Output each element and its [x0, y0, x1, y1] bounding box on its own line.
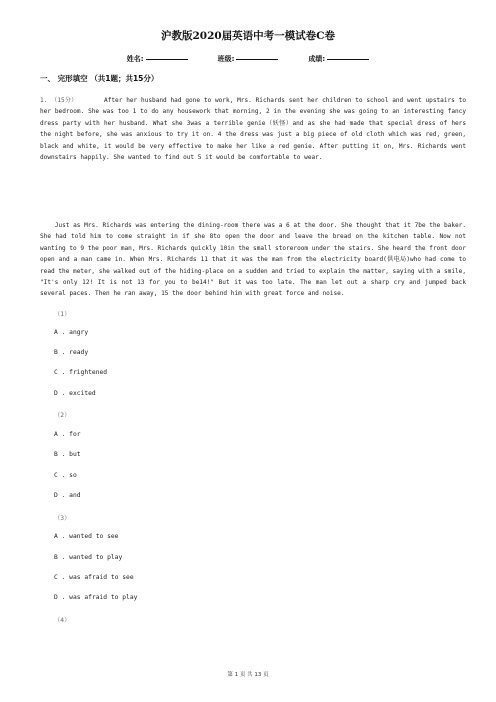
name-field[interactable]	[127, 54, 188, 64]
name-blank[interactable]	[146, 59, 188, 60]
score-blank[interactable]	[327, 59, 369, 60]
option-3d[interactable]: D . was afraid to play	[54, 594, 138, 601]
group-label-1: （1）	[54, 311, 71, 318]
option-3c[interactable]: C . was afraid to see	[54, 574, 134, 581]
score-field[interactable]	[308, 54, 369, 64]
option-3b[interactable]: B . wanted to play	[54, 554, 123, 561]
class-field[interactable]	[218, 54, 279, 64]
class-label: 班级:	[217, 55, 235, 63]
score-label: 成绩:	[308, 55, 326, 63]
option-2b[interactable]: B . but	[54, 451, 81, 458]
question-score: （15分）	[51, 97, 78, 104]
class-blank[interactable]	[236, 59, 278, 60]
group-label-3: （3）	[54, 515, 71, 522]
paragraph-1-text: After her husband had gone to work, Mrs. Richards sent her children to school and went upstairs to her bedroom. She was too 1 to do any housework that morning, 2 in the evening she was going to an interesting fancy dress party with her husband. What she 3was a terrible genie（妖怪）and as she had made that special dress of hers the night before, she was anxious to try it on. 4 the dress was just a big piece of old cloth which was red, green, black and white, it would be very effective to make her like a red genie. After putting it on, Mrs. Richards went downstairs happily. She wanted to find out 5 it would be comfortable to wear.	[40, 97, 467, 162]
page-title: 沪教版2020届英语中考一模试卷C卷	[160, 30, 336, 42]
option-2c[interactable]: C . so	[54, 472, 77, 479]
name-label: 姓名:	[126, 55, 144, 63]
option-2d[interactable]: D . and	[54, 492, 81, 499]
option-3a[interactable]: A . wanted to see	[54, 533, 119, 540]
page-footer: 第 1 页 共 13 页	[227, 672, 269, 678]
passage-paragraph-2	[40, 220, 466, 300]
passage-paragraph-1	[40, 95, 466, 163]
option-1b[interactable]: B . ready	[54, 349, 89, 356]
option-1d[interactable]: D . excited	[54, 390, 96, 397]
question-number: 1.	[40, 97, 48, 104]
option-2a[interactable]: A . for	[54, 431, 81, 438]
student-info-row	[0, 54, 496, 64]
group-label-2: （2）	[54, 412, 71, 419]
option-1a[interactable]: A . angry	[54, 329, 89, 336]
group-label-4: （4）	[54, 617, 71, 624]
option-1c[interactable]: C . frightened	[54, 369, 108, 376]
section-heading: 一、 完形填空 （共1题；共15分）	[40, 74, 159, 83]
paragraph-2-text: Just as Mrs. Richards was entering the dining-room there was a 6 at the door. She thought that it 7be the baker. She had told him to come straight in if she 8to open the door and leave the bread on the kitchen table. Now not wanting to 9 the poor man, Mrs. Richards quickly 10in the small storeroom under the stairs. She heard the front door open and a man came in. When Mrs. Richards 11 that it was the man from the electricity board(供电局)who had come to read the meter, she walked out of the hiding-place on a sudden and tried to explain the matter, saying with a smile, "It's only 12! It is not 13 for you to be14!" But it was too late. The man let out a sharp cry and jumped back several paces. Then he ran away, 15 the door behind him with great force and noise.	[40, 222, 466, 298]
